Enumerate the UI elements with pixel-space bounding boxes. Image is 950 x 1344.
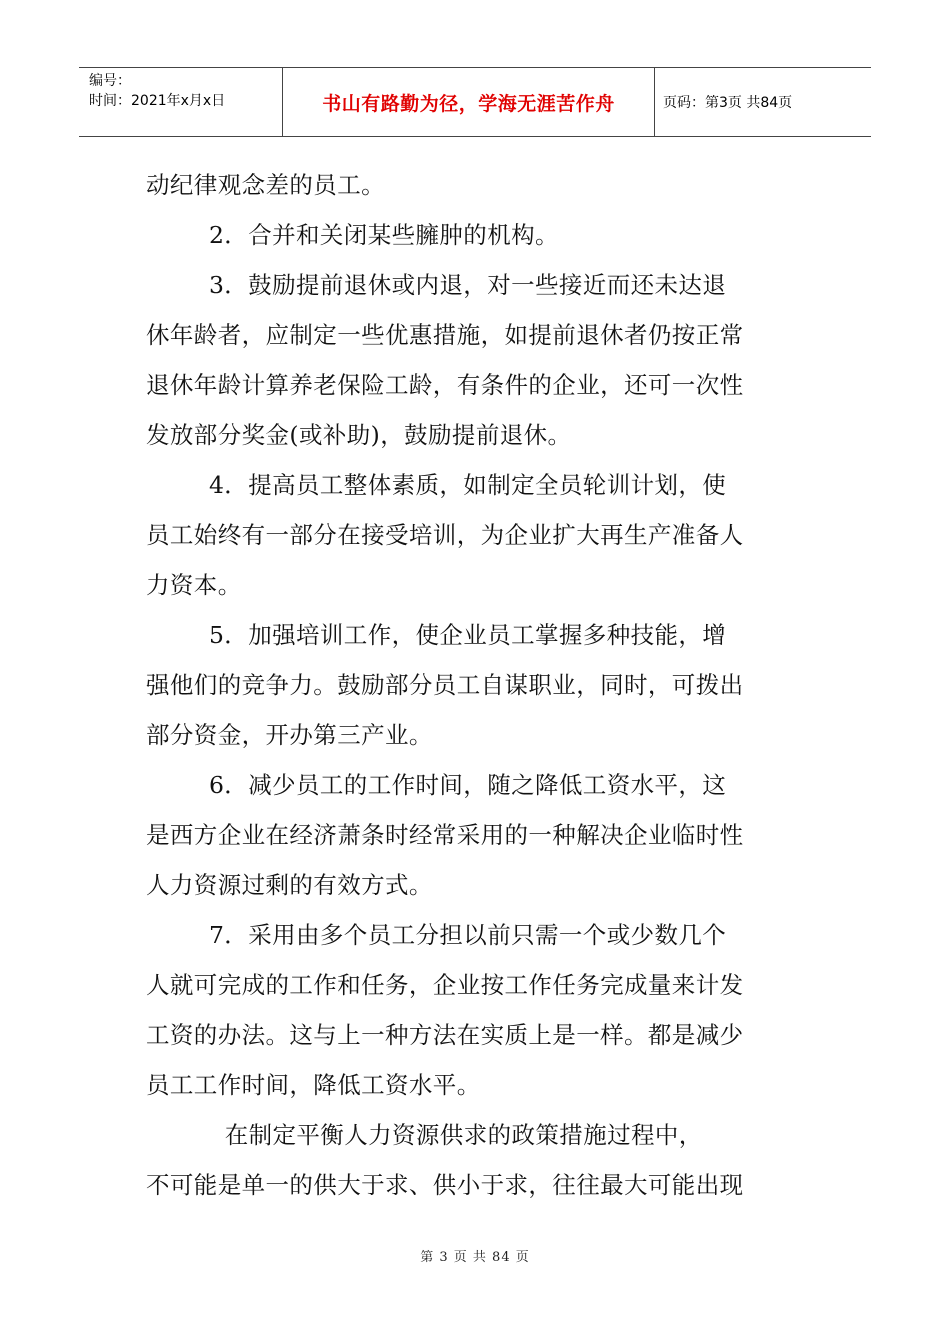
text-line: 工资的办法。这与上一种方法在实质上是一样。都是减少 [146,1021,744,1049]
text-line: 7．采用由多个员工分担以前只需一个或少数几个 [146,921,727,949]
text-line: 部分资金，开办第三产业。 [146,721,433,749]
document-body [146,160,810,1210]
text-line: 员工工作时间，降低工资水平。 [146,1071,481,1099]
text-line: 5．加强培训工作，使企业员工掌握多种技能，增 [146,621,727,649]
document-number-label: 编号： [89,73,131,89]
text-line: 2．合并和关闭某些臃肿的机构。 [146,221,559,249]
header-meta [79,68,283,136]
header-motto-cell [283,68,655,136]
text-line: 强他们的竞争力。鼓励部分员工自谋职业，同时，可拨出 [146,671,744,699]
text-line: 6．减少员工的工作时间，随之降低工资水平，这 [146,771,727,799]
text-line: 在制定平衡人力资源供求的政策措施过程中， [146,1121,703,1149]
page-header [79,67,871,137]
text-line: 3．鼓励提前退休或内退，对一些接近而还未达退 [146,271,727,299]
header-page-info: 页码：第3页 共84页 [663,95,793,111]
text-line: 力资本。 [146,571,242,599]
text-line: 是西方企业在经济萧条时经常采用的一种解决企业临时性 [146,821,744,849]
text-line: 发放部分奖金(或补助)，鼓励提前退休。 [146,421,572,449]
text-line: 退休年龄计算养老保险工龄，有条件的企业，还可一次性 [146,371,744,399]
header-motto: 书山有路勤为径，学海无涯苦作舟 [322,92,615,115]
document-date-label: 时间：2021年x月x日 [89,93,226,109]
header-page-info-cell [655,68,871,136]
text-line: 不可能是单一的供大于求、供小于求，往往最大可能出现 [146,1171,744,1199]
text-line: 动纪律观念差的员工。 [146,171,385,199]
text-line: 员工始终有一部分在接受培训，为企业扩大再生产准备人 [146,521,744,549]
text-line: 4．提高员工整体素质，如制定全员轮训计划，使 [146,471,727,499]
text-line: 人就可完成的工作和任务，企业按工作任务完成量来计发 [146,971,744,999]
page-footer: 第 3 页 共 84 页 [420,1250,530,1265]
text-line: 休年龄者，应制定一些优惠措施，如提前退休者仍按正常 [146,321,744,349]
text-line: 人力资源过剩的有效方式。 [146,871,433,899]
